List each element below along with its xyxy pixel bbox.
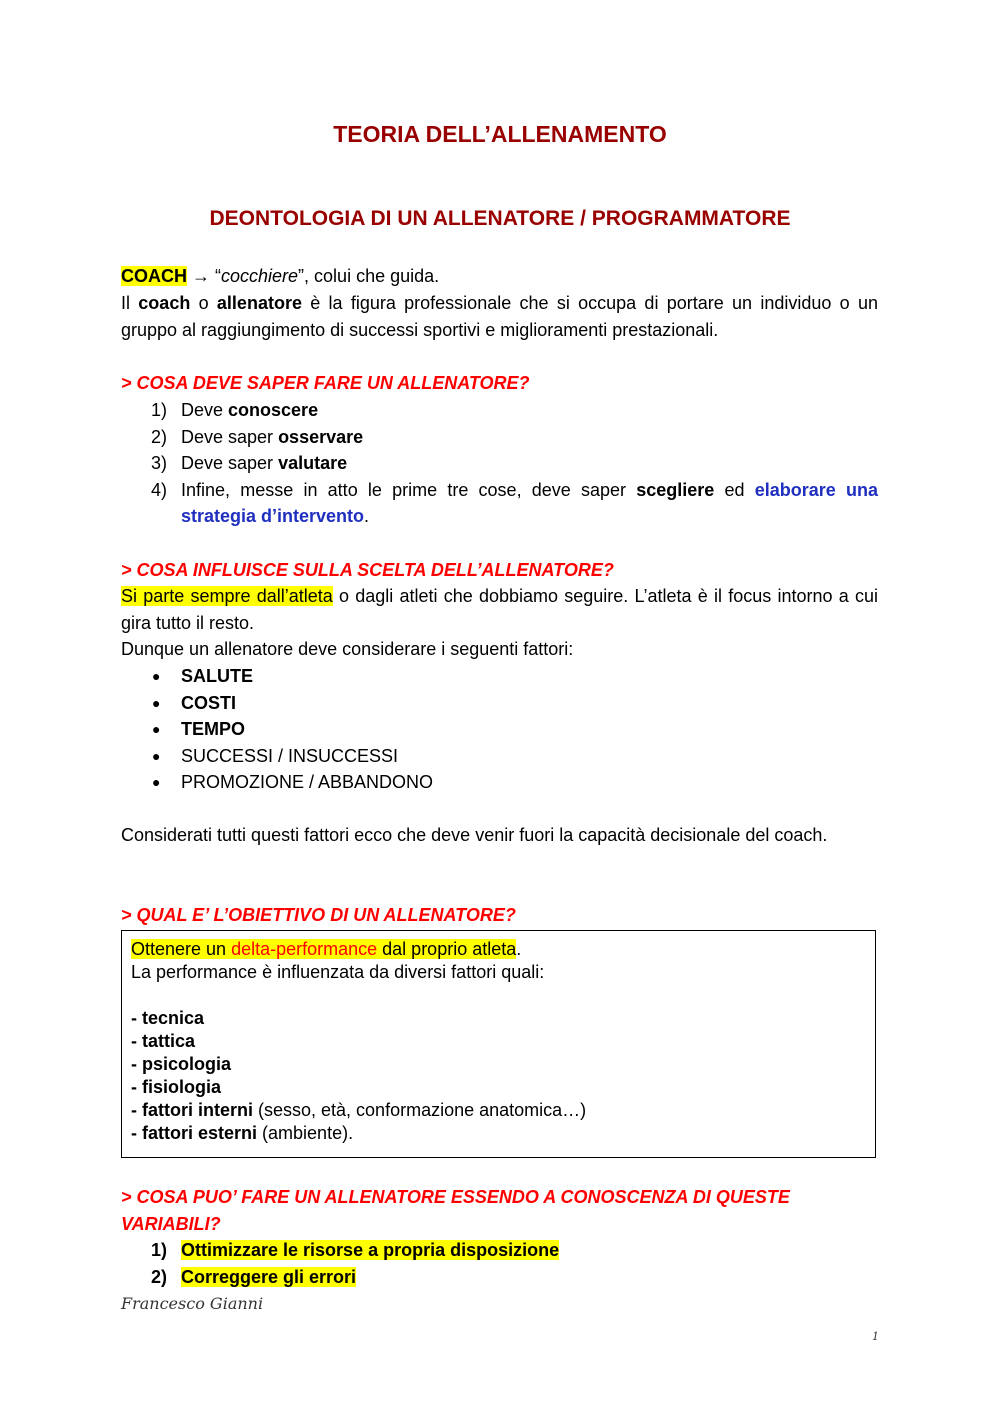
strategy-highlight: elaborare una strategia d’intervento bbox=[181, 479, 879, 526]
list-item: - tattica bbox=[131, 1031, 196, 1051]
section-question: > COSA PUO’ FARE UN ALLENATORE ESSENDO A CONOSCENZA DI QUESTE VARIABILI? bbox=[121, 1187, 790, 1234]
list-item: 2) Deve saper osservare bbox=[151, 426, 364, 447]
list-item: - psicologia bbox=[131, 1054, 232, 1074]
section-question: > QUAL E’ L’OBIETTIVO DI UN ALLENATORE? bbox=[121, 905, 516, 925]
factors-intro: Dunque un allenatore deve considerare i seguenti fattori: bbox=[121, 639, 574, 659]
list-item: 4) Infine, messe in atto le prime tre cose, deve saper scegliere ed elaborare una strategia d’intervento. bbox=[151, 479, 879, 526]
list-item: ● SUCCESSI / INSUCCESSI bbox=[152, 745, 399, 766]
section-question: > COSA DEVE SAPER FARE UN ALLENATORE? bbox=[121, 373, 530, 393]
list-item: ● TEMPO bbox=[152, 719, 246, 739]
conclusion-paragraph: Considerati tutti questi fattori ecco che deve venir fuori la capacità decisionale del coach. bbox=[121, 825, 828, 845]
coach-definition: COACH → “cocchiere”, colui che guida. bbox=[121, 266, 440, 286]
list-item: ● PROMOZIONE / ABBANDONO bbox=[152, 772, 434, 792]
actions-list bbox=[121, 1237, 878, 1290]
list-item: - fisiologia bbox=[131, 1077, 221, 1097]
list-item: 3) Deve saper valutare bbox=[151, 453, 348, 473]
factors-list bbox=[121, 663, 878, 796]
author-signature: Francesco Gianni bbox=[121, 1294, 264, 1313]
list-item: - fattori interni (sesso, età, conformazione anatomica…) bbox=[131, 1100, 587, 1120]
list-item: ● SALUTE bbox=[152, 666, 253, 686]
page-title: TEORIA DELL’ALLENAMENTO bbox=[333, 121, 667, 147]
athlete-highlight: Si parte sempre dall’atleta bbox=[121, 586, 333, 606]
coach-term: COACH bbox=[121, 266, 187, 286]
list-item: - tecnica bbox=[131, 1008, 205, 1028]
list-item: 1) Ottimizzare le risorse a propria disposizione bbox=[151, 1240, 560, 1260]
intro-paragraph: Il coach o allenatore è la figura professionale che si occupa di portare un individuo o un gruppo al raggiungimento di successi sportivi e miglioramenti prestazionali. bbox=[121, 293, 879, 340]
list-item: 2) Correggere gli errori bbox=[151, 1266, 357, 1287]
cocchiere-term: cocchiere bbox=[221, 266, 299, 286]
objective-box: Ottenere un delta-performance dal proprio atleta. La performance è influenzata da diversi fattori quali: - tecnica - tattica - psicologia - fisiologia - fattori interni (sesso, età, conformazione anatomica…) - fattori esterni (ambiente). bbox=[121, 930, 876, 1158]
delta-performance-term: delta-performance bbox=[231, 939, 378, 959]
page-subtitle: DEONTOLOGIA DI UN ALLENATORE / PROGRAMMATORE bbox=[209, 207, 791, 230]
skills-list bbox=[121, 397, 878, 530]
athlete-focus-paragraph: Si parte sempre dall’atleta o dagli atleti che dobbiamo seguire. L’atleta è il focus intorno a cui gira tutto il resto. bbox=[121, 586, 878, 633]
list-item: 1) Deve conoscere bbox=[151, 400, 319, 420]
section-question: > COSA INFLUISCE SULLA SCELTA DELL’ALLENATORE? bbox=[121, 560, 614, 580]
list-item: ● COSTI bbox=[152, 692, 237, 713]
page-number: 1 bbox=[872, 1330, 879, 1343]
list-item: - fattori esterni (ambiente). bbox=[131, 1123, 354, 1143]
